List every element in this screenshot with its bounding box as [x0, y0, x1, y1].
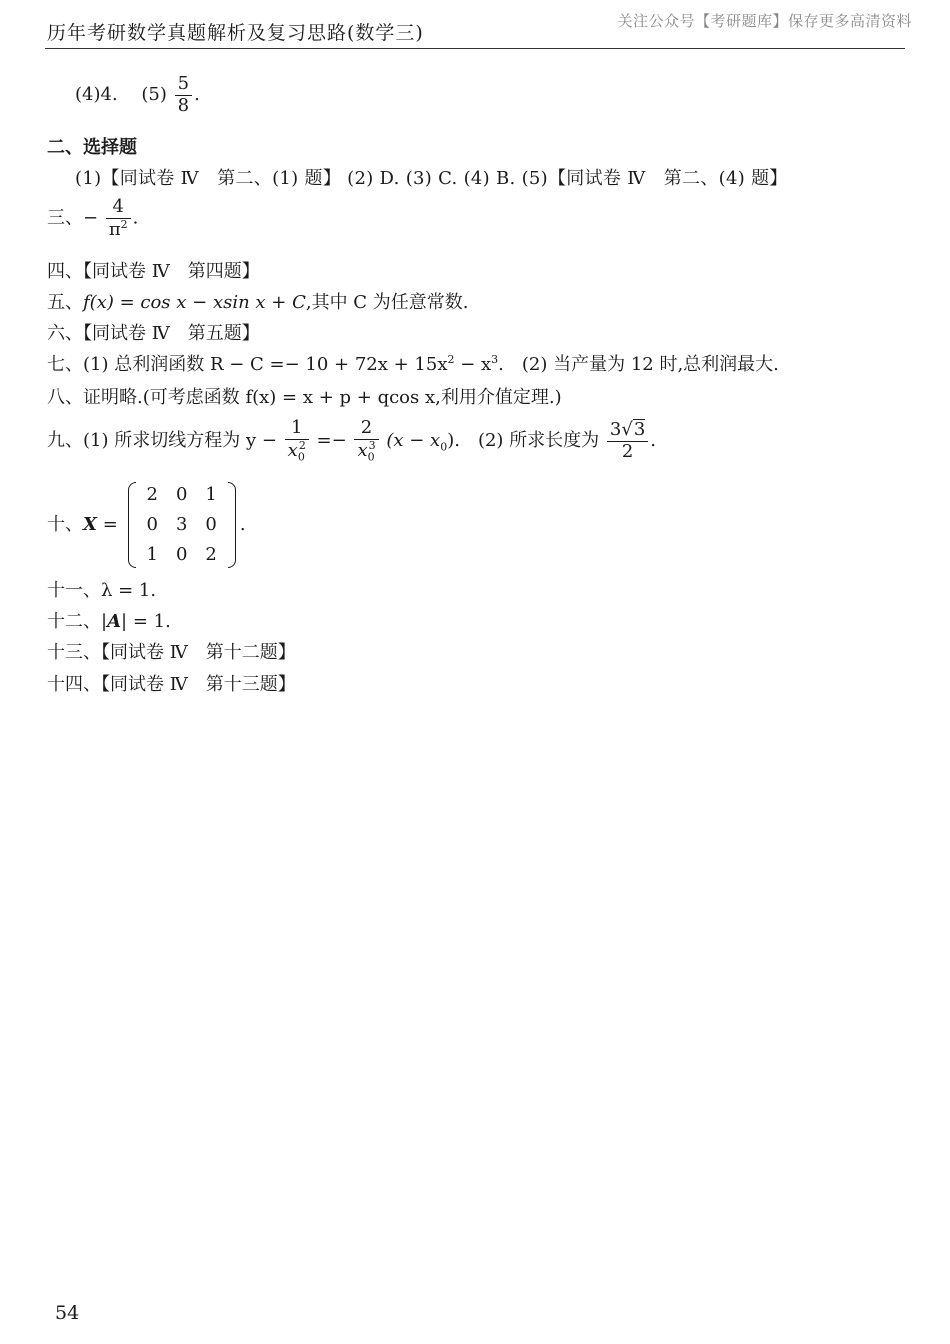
- answer-q4: 四、【同试卷 Ⅳ 第四题】: [47, 261, 260, 282]
- answer-q9: 九、(1) 所求切线方程为 y − $\frac{1}{x_0^2}$ =− $\frac{2}{x_0^3}$ $(x - x_0)$. (2) 所求长度为 $\frac{3√3}{2}$ .: [47, 417, 657, 464]
- answer-fill-4-5: (4)4. (5) $\frac{5}{8}$ .: [75, 73, 200, 116]
- fraction-2-x0cube: $\frac{2}{x_0^3}$: [354, 418, 378, 464]
- matrix-cell: 2: [146, 484, 158, 505]
- running-header-title: 历年考研数学真题解析及复习思路(数学三): [47, 22, 424, 44]
- matrix-cell: 0: [205, 514, 217, 535]
- matrix-X: [128, 480, 236, 570]
- fraction-4-pi2: $\frac{4}{\pi^2}$: [106, 197, 131, 240]
- section-heading-choice: 二、选择题: [47, 137, 137, 158]
- answer-q11: 十一、λ = 1.: [47, 580, 157, 601]
- watermark-note: 关注公众号【考研题库】保存更多高清资料: [617, 12, 912, 30]
- answer-fill-5-label: (5): [141, 84, 167, 106]
- fraction-3sqrt3-2: $\frac{3√3}{2}$: [607, 419, 648, 462]
- answer-fill-4: (4)4.: [75, 84, 118, 106]
- page-number: 54: [55, 1302, 80, 1324]
- answer-q13: 十三、【同试卷 Ⅳ 第十二题】: [47, 642, 296, 663]
- answer-q10: 十、X = 2 0 1 0 3 0 1 0 2 .: [47, 480, 246, 570]
- answer-q6: 六、【同试卷 Ⅳ 第五题】: [47, 323, 260, 344]
- fraction-5-8: $\frac{5}{8}$: [175, 74, 192, 116]
- fraction-1-x0sq: $\frac{1}{x_0^2}$: [285, 418, 309, 464]
- matrix-cell: 1: [205, 484, 217, 505]
- answer-q8: 八、证明略.(可考虑函数 f(x) = x + p + qcos x,利用介值定理.): [47, 387, 562, 408]
- answer-choice-line: (1)【同试卷 Ⅳ 第二、(1) 题】 (2) D. (3) C. (4) B. (5)【同试卷 Ⅳ 第二、(4) 题】: [75, 168, 788, 189]
- matrix-cell: 3: [175, 514, 188, 535]
- header-divider: [45, 48, 905, 49]
- matrix-cell: 0: [175, 484, 188, 505]
- matrix-cell: 0: [146, 514, 158, 535]
- answer-q14: 十四、【同试卷 Ⅳ 第十三题】: [47, 674, 296, 695]
- answer-q7: 七、(1) 总利润函数 $R - C =- 10 + 72x + 15x^2 - x^3$. (2) 当产量为 12 时,总利润最大.: [47, 353, 779, 375]
- matrix-cell: 1: [146, 544, 158, 565]
- answer-q5: 五、f(x) = cos x − xsin x + C,其中 C 为任意常数.: [47, 292, 469, 313]
- matrix-cell: 0: [175, 544, 188, 565]
- answer-q3: 三、− $\frac{4}{\pi^2}$ .: [47, 196, 139, 240]
- matrix-cell: 2: [205, 544, 217, 565]
- answer-q12: 十二、|A| = 1.: [47, 611, 171, 632]
